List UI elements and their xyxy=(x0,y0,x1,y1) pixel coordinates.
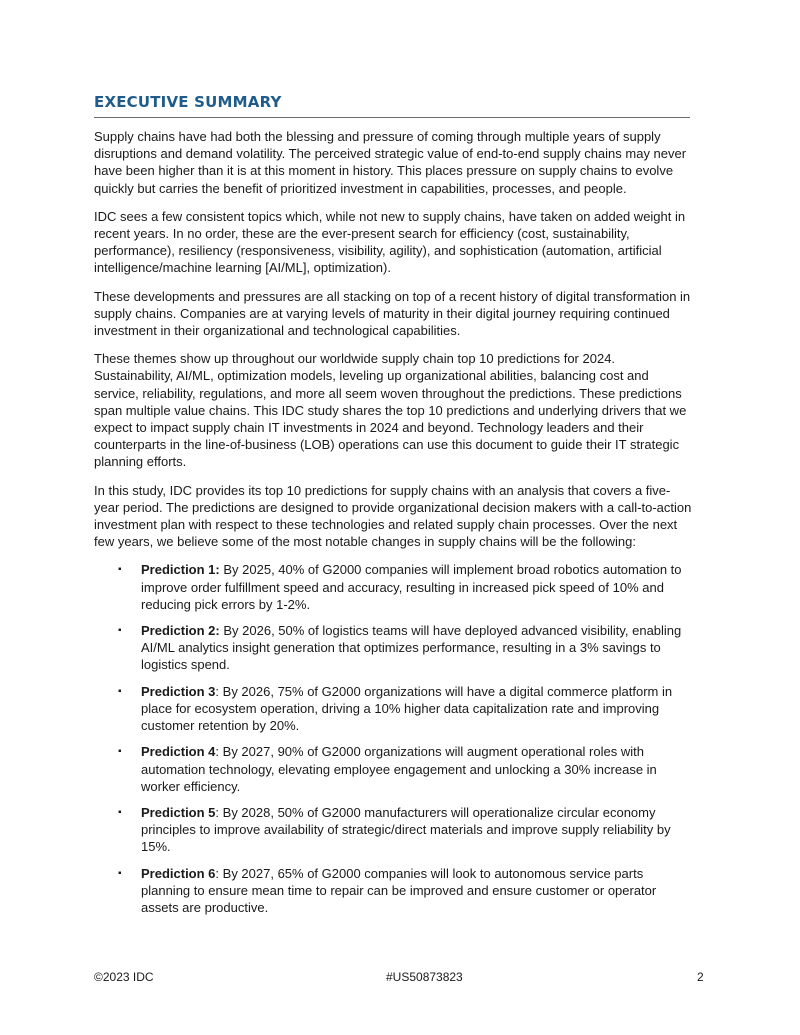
prediction-text: : By 2027, 65% of G2000 companies will look to autonomous service parts planning to ensure mean time to repair can be improved and ensure customer or operator assets are productive. xyxy=(141,865,657,915)
square-bullet-icon: ▪ xyxy=(118,746,122,758)
footer-page-number: 2 xyxy=(697,970,704,984)
prediction-text: By 2026, 50% of logistics teams will have deployed advanced visibility, enabling AI/ML analytics insight generation that optimizes performance, resulting in a 3% savings to logistics spend. xyxy=(141,623,682,673)
prediction-label: Prediction 6 xyxy=(141,865,216,881)
square-bullet-icon: ▪ xyxy=(118,564,122,576)
list-item xyxy=(118,865,694,917)
list-item xyxy=(118,683,694,735)
footer-copyright: ©2023 IDC xyxy=(94,970,154,984)
footer-document-id: #US50873823 xyxy=(386,970,463,984)
section-heading: EXECUTIVE SUMMARY xyxy=(94,93,690,118)
prediction-text: : By 2026, 75% of G2000 organizations will have a digital commerce platform in place for ecosystem operation, driving a 10% higher data capitalization rate and improving customer retention by 20%. xyxy=(141,683,673,734)
list-item xyxy=(118,561,694,613)
prediction-label: Prediction 3 xyxy=(141,683,216,699)
prediction-label: Prediction 5 xyxy=(141,804,216,820)
predictions-list xyxy=(94,561,694,916)
body-text xyxy=(94,128,694,925)
paragraph: These developments and pressures are all stacking on top of a recent history of digital transformation in supply chains. Companies are at varying levels of maturity in their digital journey requiring continued investment in their organizational and technological capabilities. xyxy=(94,288,691,339)
paragraph: These themes show up throughout our worldwide supply chain top 10 predictions for 2024. Sustainability, AI/ML, optimization models, leveling up organizational abilities, balancing cost and service, reliability, regulations, and more all seem woven throughout the predictions. These predictions span multiple value chains. This IDC study shares the top 10 predictions and underlying drivers that we expect to impact supply chain IT investments in 2024 and beyond. Technology leaders and their counterparts in the line-of-business (LOB) operations can use this document to guide their IT strategic planning efforts. xyxy=(94,351,687,470)
paragraph: In this study, IDC provides its top 10 predictions for supply chains with an analysis that covers a five-year period. The predictions are designed to provide organizational decision makers with a call-to-action investment plan with respect to these technologies and related supply chain processes. Over the next few years, we believe some of the most notable changes in supply chains will be the following: xyxy=(94,482,692,550)
square-bullet-icon: ▪ xyxy=(118,867,122,879)
list-item xyxy=(118,622,694,674)
prediction-text: By 2025, 40% of G2000 companies will implement broad robotics automation to improve order fulfillment speed and accuracy, resulting in increased pick speed of 10% and reducing pick errors by 1-2%. xyxy=(141,562,682,612)
prediction-label: Prediction 1: xyxy=(141,562,220,578)
square-bullet-icon: ▪ xyxy=(118,625,122,637)
list-item xyxy=(118,804,694,856)
prediction-text: : By 2028, 50% of G2000 manufacturers will operationalize circular economy principles to improve availability of strategic/direct materials and improve supply reliability by 15%. xyxy=(141,804,671,855)
paragraph: Supply chains have had both the blessing and pressure of coming through multiple years of supply disruptions and demand volatility. The perceived strategic value of end-to-end supply chains may never have been higher than it is at this moment in history. This places pressure on supply chains to evolve quickly but carries the benefit of prioritized investment in capabilities, processes, and people. xyxy=(94,129,687,196)
prediction-label: Prediction 4 xyxy=(141,744,216,760)
square-bullet-icon: ▪ xyxy=(118,806,122,818)
list-item xyxy=(118,743,694,795)
square-bullet-icon: ▪ xyxy=(118,685,122,697)
prediction-text: : By 2027, 90% of G2000 organizations will augment operational roles with automation technology, elevating employee engagement and unlocking a 30% increase in worker efficiency. xyxy=(141,744,657,794)
prediction-label: Prediction 2: xyxy=(141,623,220,639)
paragraph: IDC sees a few consistent topics which, while not new to supply chains, have taken on added weight in recent years. In no order, these are the ever-present search for efficiency (cost, sustainability, performance), resiliency (responsiveness, visibility, agility), and sophistication (automation, artificial intelligence/machine learning [AI/ML], optimization). xyxy=(94,208,686,276)
